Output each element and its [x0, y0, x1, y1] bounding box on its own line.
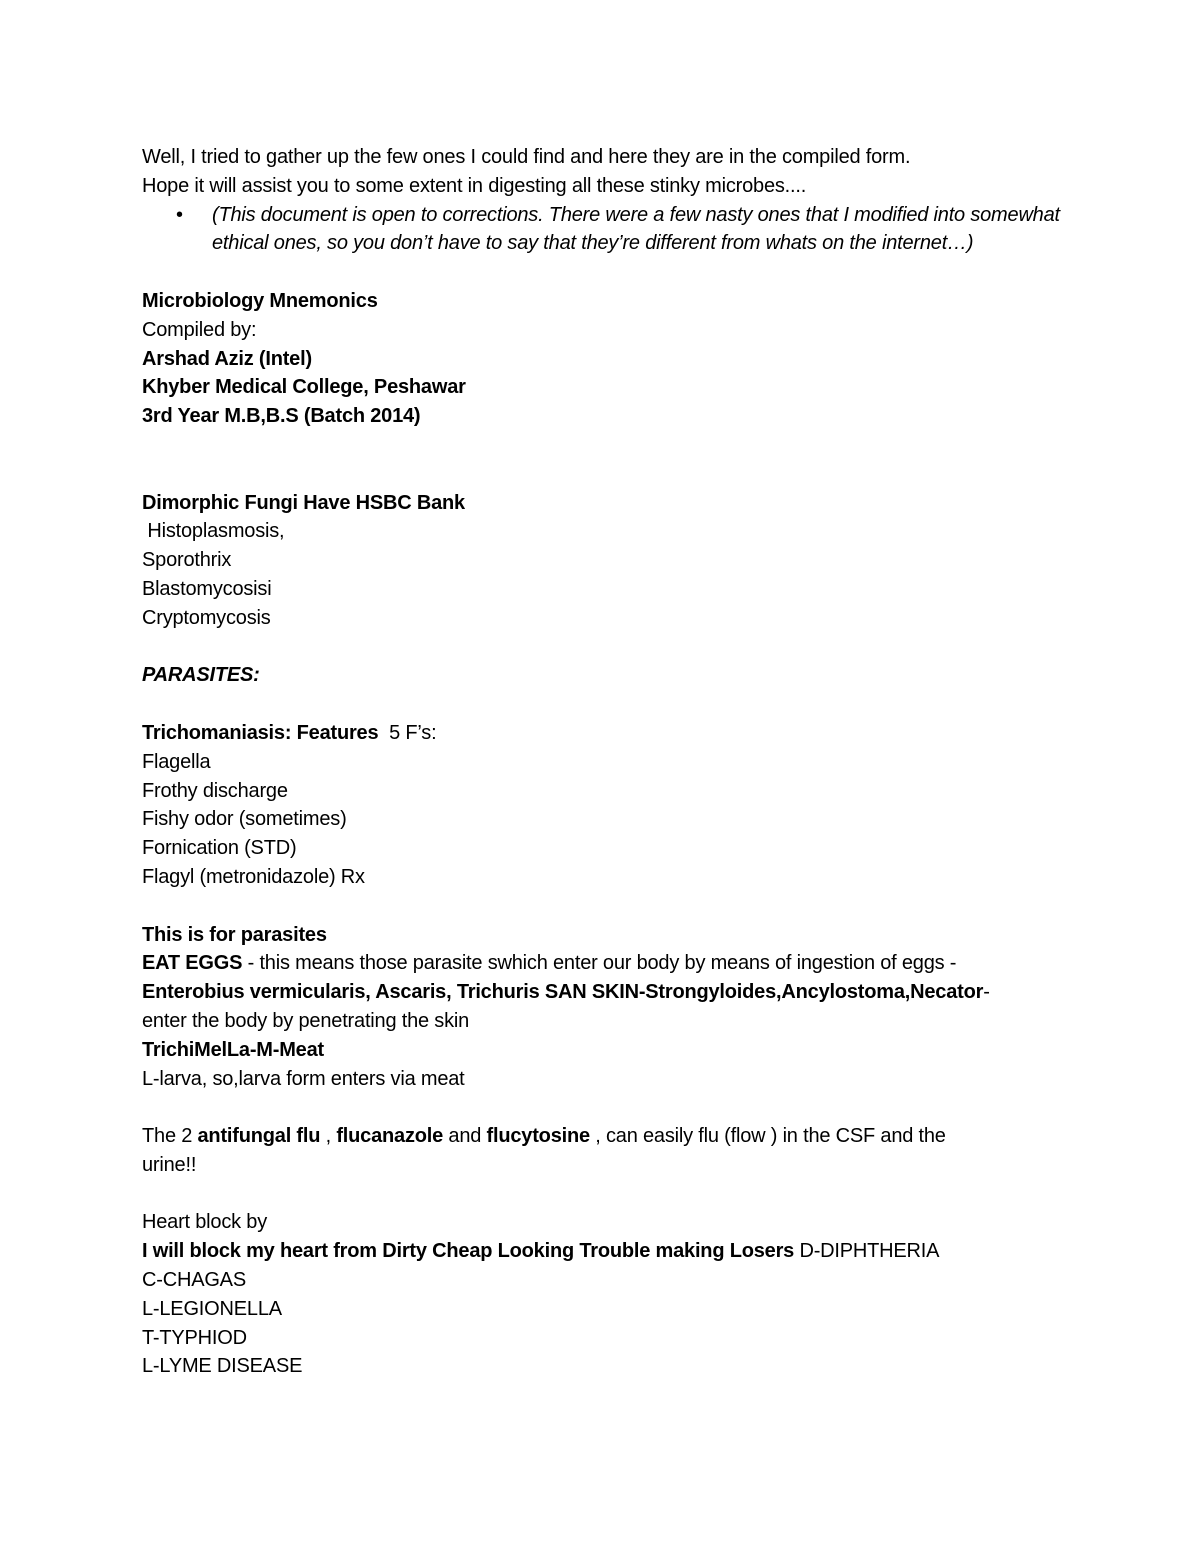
organisms-line	[142, 978, 1082, 1007]
trichomoniasis-item: Fishy odor (sometimes)	[142, 808, 347, 831]
trichomoniasis-heading-bold: Trichomaniasis: Features	[142, 721, 384, 744]
antifungal-line-1	[142, 1122, 1082, 1151]
eat-eggs-line	[142, 949, 1082, 978]
antifungal-bold: antifungal flu	[197, 1125, 321, 1148]
trichomoniasis-item: Frothy discharge	[142, 779, 288, 802]
intro-bullet-item	[142, 201, 1082, 259]
antifungal-text: and	[443, 1125, 487, 1148]
heart-block-mnemonic	[142, 1237, 1082, 1266]
dimorphic-item: Sporothrix	[142, 549, 232, 572]
trichomoniasis-heading	[142, 719, 1082, 748]
dimorphic-item: Cryptomycosis	[142, 606, 271, 629]
organisms-tail: -	[983, 981, 990, 1004]
antifungal-text: ,	[320, 1125, 337, 1148]
antifungal-text: , can easily flu (flow ) in the CSF and the	[589, 1125, 946, 1148]
trichomoniasis-heading-count: 5 F’s:	[383, 721, 437, 744]
bullet-dot-icon: •	[176, 203, 183, 226]
trichomoniasis-item: Flagyl (metronidazole) Rx	[142, 865, 365, 888]
intro-bullet-text: (This document is open to corrections. There were a few nasty ones that I modified into somewhat ethical ones, so you don’t have to say that they’re different from whats on the internet…)	[212, 203, 1060, 255]
trichi-line: TrichiMelLa-M-Meat	[142, 1038, 324, 1061]
larva-line: L-larva, so,larva form enters via meat	[142, 1067, 465, 1090]
heart-block-item: L-LYME DISEASE	[142, 1355, 303, 1378]
antifungal-bold: flucytosine	[486, 1125, 590, 1148]
heart-block-item: L-LEGIONELLA	[142, 1297, 282, 1320]
antifungal-line-2: urine!!	[142, 1153, 197, 1176]
dimorphic-heading: Dimorphic Fungi Have HSBC Bank	[142, 491, 465, 514]
compiled-by-label: Compiled by:	[142, 318, 257, 341]
antifungal-text: The 2	[142, 1125, 198, 1148]
intro-line-1: Well, I tried to gather up the few ones I could find and here they are in the compiled form.	[142, 146, 911, 168]
dimorphic-item: Blastomycosisi	[142, 577, 272, 600]
college-name: Khyber Medical College, Peshawar	[142, 376, 466, 399]
heart-block-item: C-CHAGAS	[142, 1269, 246, 1292]
intro-line-2: Hope it will assist you to some extent in digesting all these stinky microbes....	[142, 174, 807, 197]
antifungal-bold: flucanazole	[336, 1125, 444, 1148]
heart-block-item: T-TYPHIOD	[142, 1326, 247, 1349]
heart-block-mnemonic-bold: I will block my heart from Dirty Cheap Looking Trouble making Losers	[142, 1240, 795, 1263]
dimorphic-item: Histoplasmosis,	[142, 520, 285, 543]
document-page	[142, 143, 1082, 1381]
eat-eggs-label: EAT EGGS	[142, 952, 243, 975]
skin-line: enter the body by penetrating the skin	[142, 1009, 470, 1032]
year-batch: 3rd Year M.B,B.S (Batch 2014)	[142, 405, 421, 428]
intro-bullet-list	[142, 201, 1082, 259]
heart-block-first-item: D-DIPHTHERIA	[794, 1240, 940, 1263]
parasites-heading: PARASITES:	[142, 664, 260, 687]
author-name: Arshad Aziz (Intel)	[142, 347, 312, 370]
parasites-section-heading: This is for parasites	[142, 923, 327, 946]
heart-block-intro: Heart block by	[142, 1211, 268, 1234]
organisms-bold: Enterobius vermicularis, Ascaris, Trichuris SAN SKIN-Strongyloides,Ancylostoma,Necator	[142, 981, 984, 1004]
trichomoniasis-item: Flagella	[142, 750, 211, 773]
trichomoniasis-item: Fornication (STD)	[142, 837, 297, 860]
document-title: Microbiology Mnemonics	[142, 289, 378, 312]
eat-eggs-text: - this means those parasite swhich enter our body by means of ingestion of eggs -	[242, 952, 957, 975]
